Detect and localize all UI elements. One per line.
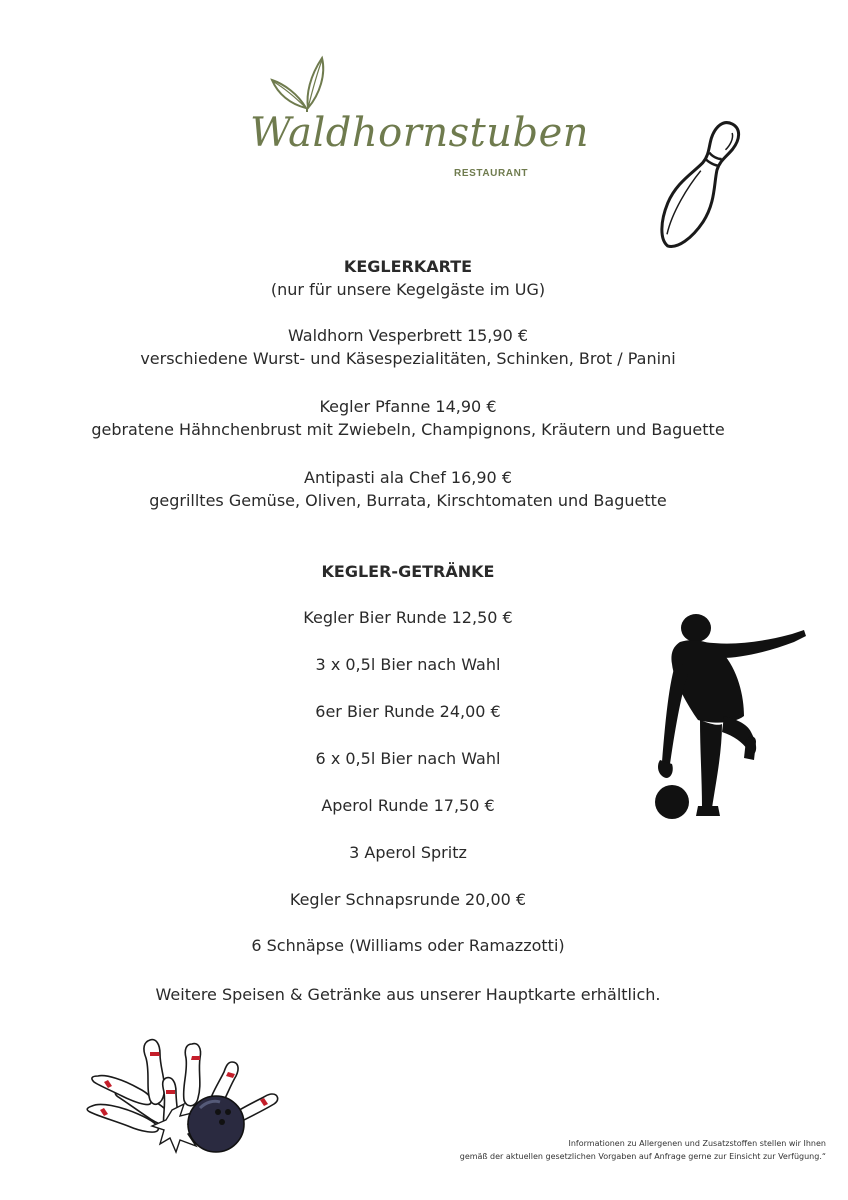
menu-item-description: gegrilltes Gemüse, Oliven, Burrata, Kirschtomaten und Baguette xyxy=(149,491,667,510)
restaurant-logo xyxy=(250,52,590,182)
drink-item-title: Kegler Bier Runde 12,50 € xyxy=(303,608,513,627)
drink-item-description: 6 Schnäpse (Williams oder Ramazzotti) xyxy=(251,936,565,955)
drinks-heading: KEGLER-GETRÄNKE xyxy=(321,562,495,581)
drink-item-description: 3 x 0,5l Bier nach Wahl xyxy=(315,655,501,674)
menu-item-description: verschiedene Wurst- und Käsespezialitäten, Schinken, Brot / Panini xyxy=(140,349,676,368)
bowler-silhouette-icon xyxy=(652,612,812,824)
menu-heading: KEGLERKARTE xyxy=(343,257,473,276)
drink-item-title: Kegler Schnapsrunde 20,00 € xyxy=(289,890,527,909)
drink-item-title: Aperol Runde 17,50 € xyxy=(321,796,495,815)
menu-item-description: gebratene Hähnchenbrust mit Zwiebeln, Champignons, Kräutern und Baguette xyxy=(91,420,725,439)
menu-item-title: Waldhorn Vesperbrett 15,90 € xyxy=(287,326,529,345)
restaurant-name: Waldhornstuben xyxy=(250,110,590,156)
olive-leaves-icon xyxy=(270,54,330,114)
drink-item-title: 6er Bier Runde 24,00 € xyxy=(315,702,501,721)
menu-note: (nur für unsere Kegelgäste im UG) xyxy=(270,280,546,299)
allergen-info-line-1: Informationen zu Allergenen und Zusatzstoffen stellen wir Ihnen xyxy=(568,1139,826,1148)
bowling-strike-icon xyxy=(80,1028,290,1156)
menu-item-title: Kegler Pfanne 14,90 € xyxy=(319,397,497,416)
bowling-pin-icon xyxy=(650,112,750,258)
closing-note: Weitere Speisen & Getränke aus unserer Hauptkarte erhältlich. xyxy=(155,985,661,1004)
allergen-info-line-2: gemäß der aktuellen gesetzlichen Vorgaben auf Anfrage gerne zur Einsicht zur Verfügung.“ xyxy=(459,1152,826,1161)
restaurant-subtitle: RESTAURANT xyxy=(454,168,529,179)
menu-item-title: Antipasti ala Chef 16,90 € xyxy=(304,468,512,487)
drink-item-description: 6 x 0,5l Bier nach Wahl xyxy=(315,749,501,768)
drink-item-description: 3 Aperol Spritz xyxy=(349,843,467,862)
